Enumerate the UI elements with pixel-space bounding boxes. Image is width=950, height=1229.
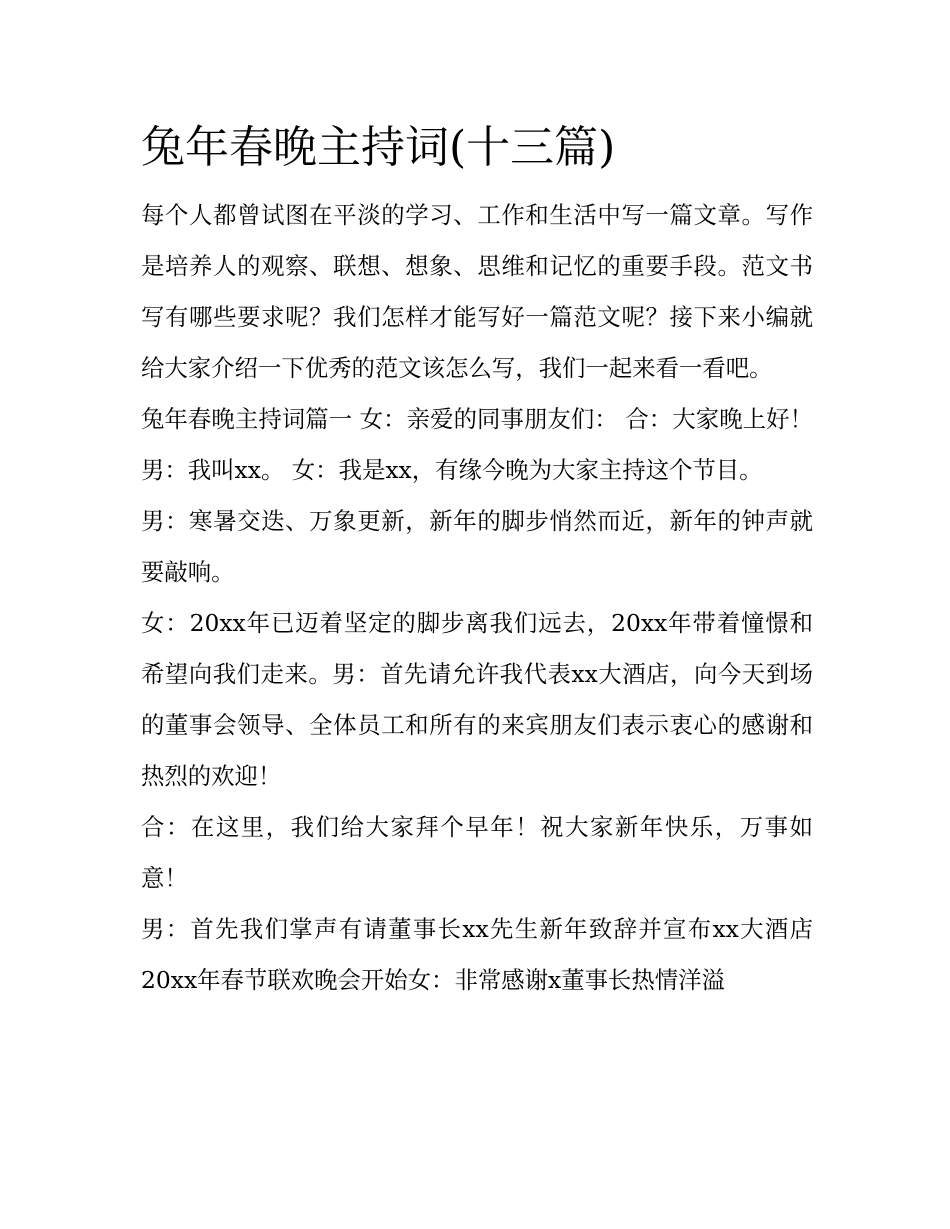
paragraph-together-1: 合：在这里，我们给大家拜个早年！祝大家新年快乐，万事如意！ (141, 813, 813, 892)
document-page (141, 112, 813, 1006)
paragraph-male-2: 男：首先我们掌声有请董事长xx先生新年致辞并宣布xx大酒店20xx年春节联欢晚会开始女：非常感谢x董事长热情洋溢 (141, 915, 813, 994)
paragraph-intro: 每个人都曾试图在平淡的学习、工作和生活中写一篇文章。写作是培养人的观察、联想、想象、思维和记忆的重要手段。范文书写有哪些要求呢？我们怎样才能写好一篇范文呢？接下来小编就给大家介绍一下优秀的范文该怎么写，我们一起来看一看吧。 (141, 201, 813, 382)
paragraph-opening: 兔年春晚主持词篇一 女：亲爱的同事朋友们： 合：大家晚上好！ 男：我叫xx。 女：我是xx，有缘今晚为大家主持这个节目。 (141, 405, 813, 484)
document-title: 兔年春晚主持词(十三篇) (141, 122, 616, 173)
paragraph-female-1: 女：20xx年已迈着坚定的脚步离我们远去，20xx年带着憧憬和希望向我们走来。男：首先请允许我代表xx大酒店，向今天到场的董事会领导、全体员工和所有的来宾朋友们表示衷心的感谢和热烈的欢迎！ (141, 609, 813, 790)
paragraph-male-1: 男：寒暑交迭、万象更新，新年的脚步悄然而近，新年的钟声就要敲响。 (141, 507, 813, 586)
